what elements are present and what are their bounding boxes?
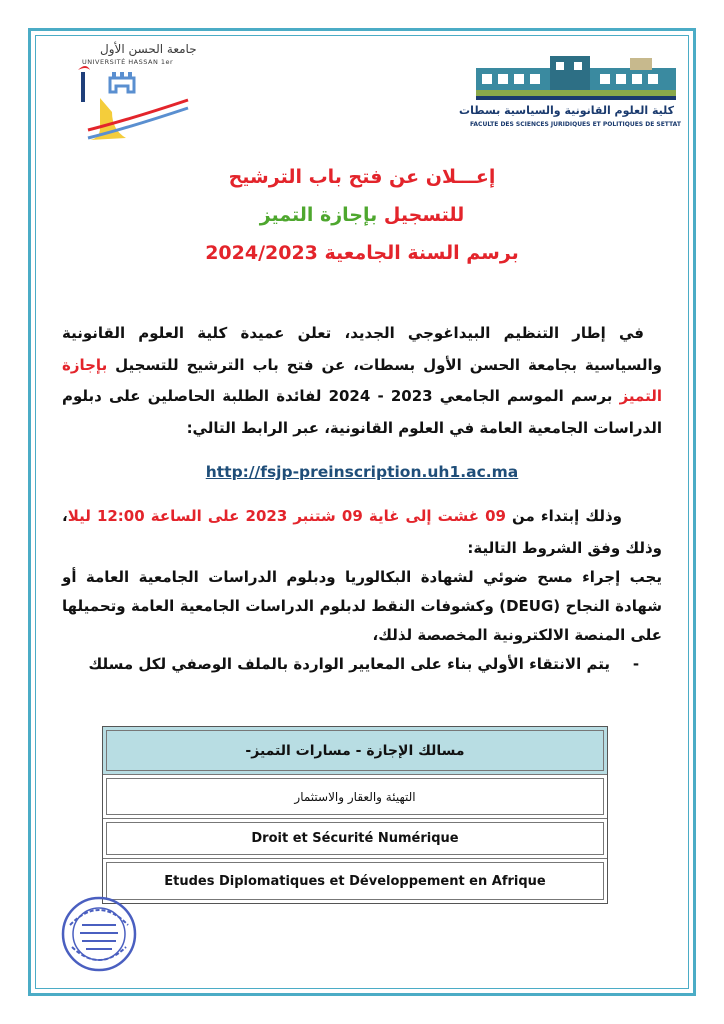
title-line-2 bbox=[60, 198, 664, 236]
university-logo bbox=[60, 42, 200, 152]
table-row bbox=[103, 775, 607, 819]
dates-text-b: ، وذلك وفق الشروط التالية: bbox=[62, 507, 662, 557]
bullet-item bbox=[62, 650, 662, 679]
dates-paragraph bbox=[62, 500, 662, 564]
table-row bbox=[103, 819, 607, 859]
university-name-fr: UNIVERSITÉ HASSAN 1er bbox=[82, 58, 174, 66]
intro-paragraph bbox=[62, 318, 662, 444]
table-cell: Droit et Sécurité Numérique bbox=[106, 822, 604, 855]
title-line-2-green: بإجازة التميز bbox=[259, 204, 378, 226]
dates-highlight: 09 غشت إلى غاية 09 شتنبر 2023 على الساعة 12:00 ليلا bbox=[67, 507, 506, 525]
bullet-dash: - bbox=[632, 655, 640, 673]
university-name-ar: جامعة الحسن الأول bbox=[100, 42, 197, 56]
intro-text-a: في إطار التنظيم البيداغوجي الجديد، تعلن عميدة كلية العلوم القانونية والسياسية بجامعة الحسن الأول بسطات، عن فتح باب الترشيح للتسجيل bbox=[62, 324, 662, 374]
faculty-logo bbox=[459, 46, 681, 136]
table-cell: Etudes Diplomatiques et Développement en Afrique bbox=[106, 862, 604, 900]
tracks-table bbox=[102, 726, 608, 904]
title-line-3: برسم السنة الجامعية 2024/2023 bbox=[205, 242, 519, 264]
registration-link[interactable]: http://fsjp-preinscription.uh1.ac.ma bbox=[205, 463, 519, 481]
bullet-text: يتم الانتقاء الأولي بناء على المعايير الواردة بالملف الوصفي لكل مسلك bbox=[88, 655, 610, 673]
faculty-building-icon bbox=[470, 46, 680, 104]
condition-paragraph: يجب إجراء مسح ضوئي لشهادة البكالوريا ودبلوم الدراسات الجامعية العامة أو شهادة النجاح (DEUG) وكشوفات النقط لدبلوم الدراسات الجامعية العامة وتحميلها على المنصة الالكترونية المخصصة لذلك، bbox=[62, 568, 662, 644]
intro-text-b: برسم الموسم الجامعي 2023 - 2024 لفائدة الطلبة الحاصلين على دبلوم الدراسات الجامعية العامة في العلوم القانونية، عبر الرابط التالي: bbox=[62, 387, 662, 437]
faculty-name-ar: كلية العلوم القانونية والسياسية بسطات bbox=[459, 104, 674, 117]
table-row bbox=[103, 859, 607, 903]
official-stamp-icon bbox=[60, 895, 138, 973]
title-line-1: إعـــلان عن فتح باب الترشيح bbox=[228, 166, 496, 188]
table-header: مسالك الإجازة - مسارات التميز- bbox=[106, 730, 604, 771]
faculty-name-fr: FACULTE DES SCIENCES JURIDIQUES ET POLITIQUES DE SETTAT bbox=[470, 121, 681, 128]
intro-highlight: بإجازة التميز bbox=[62, 355, 662, 405]
table-header-row bbox=[103, 727, 607, 775]
dates-text-a: وذلك إبتداء من bbox=[505, 507, 622, 525]
table-cell: التهيئة والعقار والاستثمار bbox=[106, 778, 604, 815]
title-line-2-red: للتسجيل bbox=[383, 204, 465, 226]
announcement-title bbox=[60, 160, 664, 274]
university-emblem-icon bbox=[60, 42, 200, 152]
